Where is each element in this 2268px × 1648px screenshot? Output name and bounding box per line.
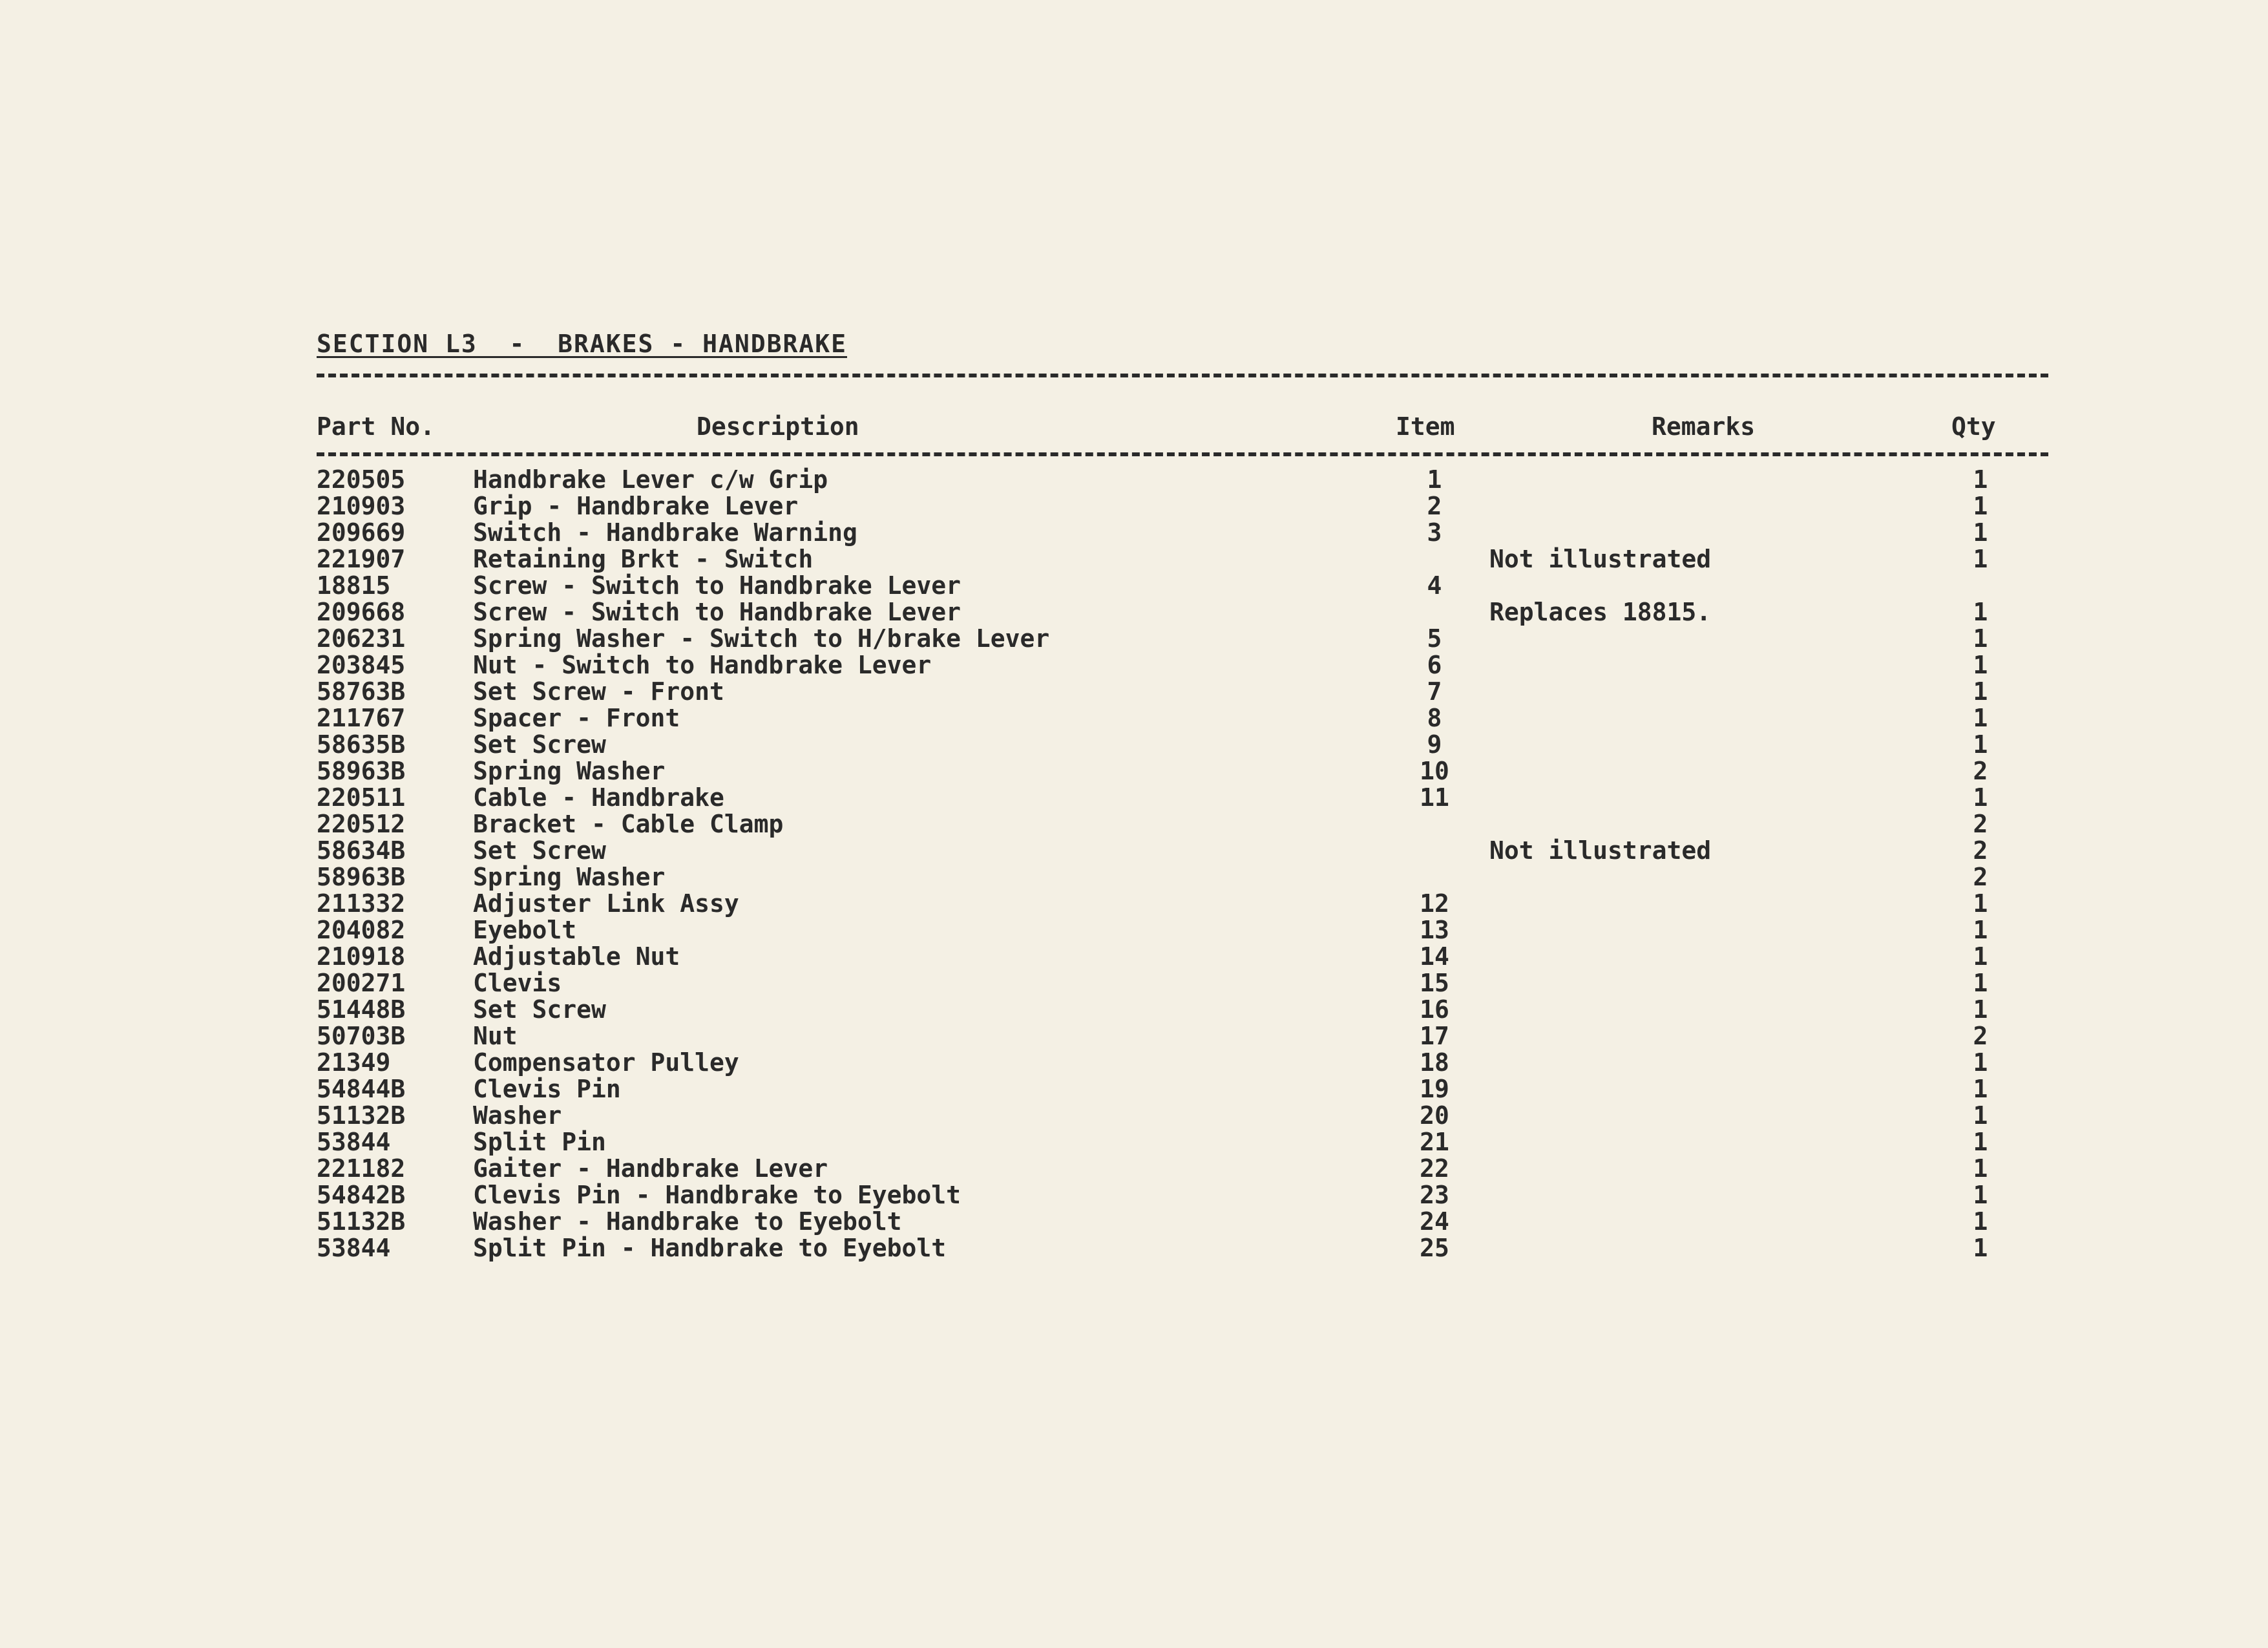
quantity: 2 (1973, 757, 1988, 785)
table-row (0, 467, 2268, 493)
table-row (0, 573, 2268, 599)
description: Gaiter - Handbrake Lever (473, 1154, 828, 1183)
quantity: 1 (1973, 1181, 1988, 1209)
description: Set Screw (473, 836, 606, 865)
part-number: 221907 (317, 545, 406, 573)
part-number: 58963B (317, 863, 406, 891)
quantity: 1 (1973, 1207, 1988, 1236)
part-number: 58763B (317, 677, 406, 706)
quantity: 1 (1973, 995, 1988, 1024)
remarks: Not illustrated (1489, 545, 1712, 573)
table-row (0, 679, 2268, 705)
item-number: 18 (1420, 1048, 1449, 1077)
quantity: 1 (1973, 492, 1988, 520)
table-row (0, 1235, 2268, 1262)
table-row (0, 944, 2268, 970)
table-row (0, 785, 2268, 811)
description: Clevis (473, 969, 562, 997)
description: Adjustable Nut (473, 942, 680, 971)
quantity: 1 (1973, 545, 1988, 573)
header-description: Description (697, 412, 859, 441)
table-row (0, 891, 2268, 917)
quantity: 1 (1973, 704, 1988, 732)
header-remarks: Remarks (1652, 412, 1756, 441)
part-number: 204082 (317, 916, 406, 944)
table-row (0, 626, 2268, 652)
quantity: 1 (1973, 969, 1988, 997)
item-number: 8 (1427, 704, 1442, 732)
description: Spring Washer (473, 757, 666, 785)
quantity: 2 (1973, 863, 1988, 891)
table-row (0, 652, 2268, 679)
item-number: 3 (1427, 518, 1442, 547)
table-row (0, 997, 2268, 1023)
item-number: 24 (1420, 1207, 1449, 1236)
description: Spacer - Front (473, 704, 680, 732)
quantity: 1 (1973, 889, 1988, 918)
description: Set Screw - Front (473, 677, 724, 706)
item-number: 20 (1420, 1101, 1449, 1130)
table-row (0, 599, 2268, 626)
header-divider (317, 452, 2048, 456)
quantity: 1 (1973, 1154, 1988, 1183)
table-row (0, 1182, 2268, 1209)
item-number: 4 (1427, 571, 1442, 600)
description: Adjuster Link Assy (473, 889, 739, 918)
table-row (0, 838, 2268, 864)
table-row (0, 493, 2268, 520)
description: Clevis Pin (473, 1075, 621, 1103)
part-number: 54844B (317, 1075, 406, 1103)
description: Screw - Switch to Handbrake Lever (473, 571, 961, 600)
quantity: 2 (1973, 810, 1988, 838)
part-number: 18815 (317, 571, 391, 600)
quantity: 1 (1973, 1048, 1988, 1077)
item-number: 13 (1420, 916, 1449, 944)
part-number: 54842B (317, 1181, 406, 1209)
part-number: 50703B (317, 1022, 406, 1050)
part-number: 209668 (317, 598, 406, 626)
description: Cable - Handbrake (473, 783, 724, 812)
table-row (0, 1129, 2268, 1156)
quantity: 1 (1973, 1234, 1988, 1262)
item-number: 23 (1420, 1181, 1449, 1209)
remarks: Not illustrated (1489, 836, 1712, 865)
quantity: 1 (1973, 942, 1988, 971)
item-number: 6 (1427, 651, 1442, 679)
item-number: 19 (1420, 1075, 1449, 1103)
description: Split Pin - Handbrake to Eyebolt (473, 1234, 947, 1262)
part-number: 220505 (317, 465, 406, 494)
header-qty: Qty (1951, 412, 1996, 441)
description: Set Screw (473, 995, 606, 1024)
item-number: 21 (1420, 1128, 1449, 1156)
part-number: 209669 (317, 518, 406, 547)
description: Bracket - Cable Clamp (473, 810, 784, 838)
part-number: 21349 (317, 1048, 391, 1077)
part-number: 210918 (317, 942, 406, 971)
quantity: 1 (1973, 465, 1988, 494)
description: Switch - Handbrake Warning (473, 518, 857, 547)
title-divider (317, 374, 2048, 377)
item-number: 9 (1427, 730, 1442, 759)
quantity: 1 (1973, 730, 1988, 759)
description: Spring Washer (473, 863, 666, 891)
item-number: 17 (1420, 1022, 1449, 1050)
description: Compensator Pulley (473, 1048, 739, 1077)
quantity: 1 (1973, 651, 1988, 679)
part-number: 220512 (317, 810, 406, 838)
table-row (0, 811, 2268, 838)
description: Handbrake Lever c/w Grip (473, 465, 828, 494)
table-row (0, 1209, 2268, 1235)
item-number: 5 (1427, 624, 1442, 653)
table-row (0, 758, 2268, 785)
description: Set Screw (473, 730, 606, 759)
description: Nut - Switch to Handbrake Lever (473, 651, 932, 679)
description: Clevis Pin - Handbrake to Eyebolt (473, 1181, 961, 1209)
item-number: 7 (1427, 677, 1442, 706)
description: Screw - Switch to Handbrake Lever (473, 598, 961, 626)
description: Retaining Brkt - Switch (473, 545, 814, 573)
quantity: 1 (1973, 1075, 1988, 1103)
description: Nut (473, 1022, 518, 1050)
table-row (0, 1023, 2268, 1050)
table-row (0, 1050, 2268, 1076)
section-title: SECTION L3 - BRAKES - HANDBRAKE (317, 330, 847, 358)
part-number: 210903 (317, 492, 406, 520)
item-number: 14 (1420, 942, 1449, 971)
part-number: 53844 (317, 1234, 391, 1262)
part-number: 51448B (317, 995, 406, 1024)
part-number: 220511 (317, 783, 406, 812)
table-row (0, 520, 2268, 546)
item-number: 15 (1420, 969, 1449, 997)
remarks: Replaces 18815. (1489, 598, 1712, 626)
description: Washer - Handbrake to Eyebolt (473, 1207, 902, 1236)
quantity: 1 (1973, 783, 1988, 812)
quantity: 1 (1973, 624, 1988, 653)
table-row (0, 864, 2268, 891)
part-number: 58634B (317, 836, 406, 865)
item-number: 25 (1420, 1234, 1449, 1262)
part-number: 203845 (317, 651, 406, 679)
part-number: 211332 (317, 889, 406, 918)
item-number: 12 (1420, 889, 1449, 918)
item-number: 10 (1420, 757, 1449, 785)
item-number: 2 (1427, 492, 1442, 520)
header-part-no: Part No. (317, 412, 436, 441)
quantity: 2 (1973, 1022, 1988, 1050)
quantity: 1 (1973, 1101, 1988, 1130)
table-row (0, 970, 2268, 997)
item-number: 1 (1427, 465, 1442, 494)
part-number: 51132B (317, 1101, 406, 1130)
header-item: Item (1396, 412, 1455, 441)
part-number: 221182 (317, 1154, 406, 1183)
table-row (0, 546, 2268, 573)
table-row (0, 1103, 2268, 1129)
quantity: 1 (1973, 916, 1988, 944)
quantity: 1 (1973, 598, 1988, 626)
description: Eyebolt (473, 916, 577, 944)
quantity: 1 (1973, 518, 1988, 547)
part-number: 53844 (317, 1128, 391, 1156)
quantity: 2 (1973, 836, 1988, 865)
item-number: 22 (1420, 1154, 1449, 1183)
quantity: 1 (1973, 1128, 1988, 1156)
description: Spring Washer - Switch to H/brake Lever (473, 624, 1050, 653)
part-number: 206231 (317, 624, 406, 653)
table-row (0, 705, 2268, 732)
quantity: 1 (1973, 677, 1988, 706)
description: Split Pin (473, 1128, 606, 1156)
table-row (0, 732, 2268, 758)
item-number: 16 (1420, 995, 1449, 1024)
part-number: 200271 (317, 969, 406, 997)
part-number: 51132B (317, 1207, 406, 1236)
description: Grip - Handbrake Lever (473, 492, 799, 520)
table-row (0, 917, 2268, 944)
part-number: 211767 (317, 704, 406, 732)
table-row (0, 1076, 2268, 1103)
part-number: 58963B (317, 757, 406, 785)
item-number: 11 (1420, 783, 1449, 812)
description: Washer (473, 1101, 562, 1130)
table-row (0, 1156, 2268, 1182)
part-number: 58635B (317, 730, 406, 759)
